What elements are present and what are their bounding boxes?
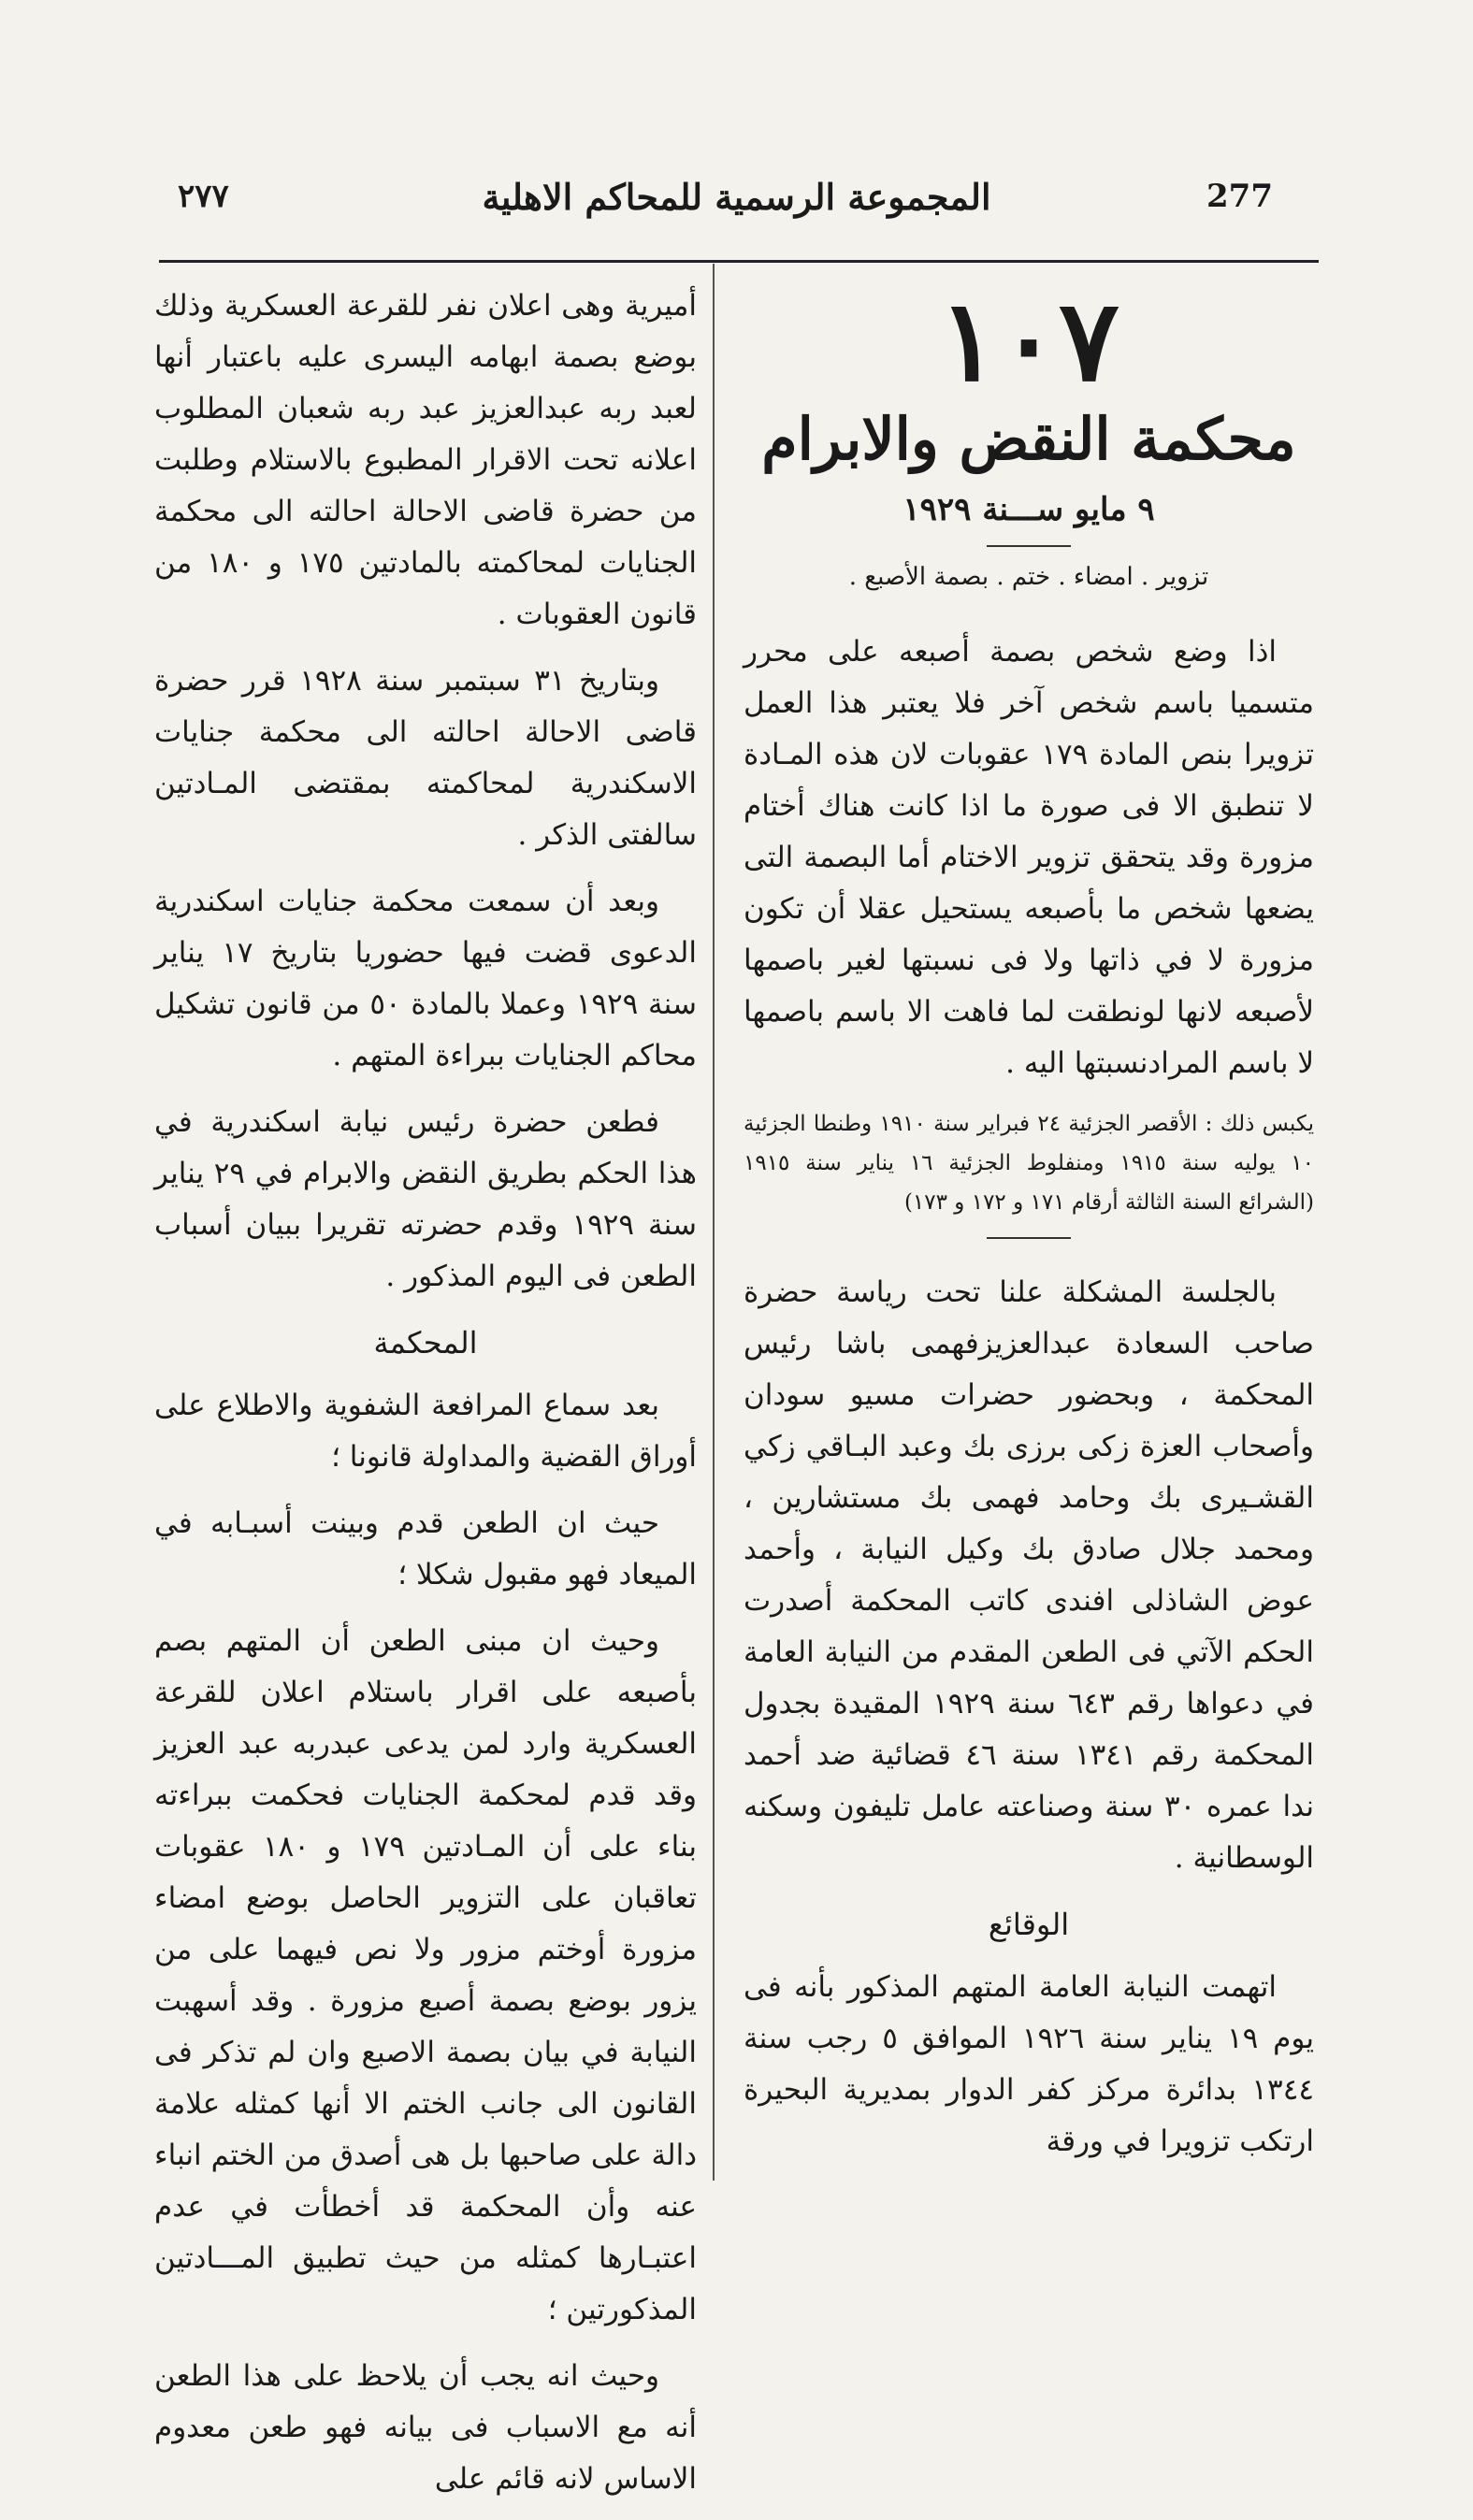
left-column — [154, 281, 697, 2520]
ruling-date: ٩ مايو ســـنة ١٩٢٩ — [903, 491, 1155, 528]
page-number-left: ٢٧٧ — [178, 178, 229, 215]
facts-heading: الوقائع — [988, 1907, 1070, 1942]
body-paragraph: حيث ان الطعن قدم وبينت أسبـابه في الميعاد فهو مقبول شكلا ؛ — [154, 1506, 697, 1591]
body-paragraph: فطعن حضرة رئيس نيابة اسكندرية في هذا الحكم بطريق النقض والابرام في ٢٩ يناير سنة ١٩٢٩ وقدم حضرته تقريرا ببيان أسباب الطعن فى اليوم المذكور . — [154, 1105, 697, 1293]
right-column — [744, 275, 1315, 2182]
running-header-title: المجموعة الرسمية للمحاكم الاهلية — [482, 176, 991, 218]
summary-paragraph: اذا وضع شخص بصمة أصبعه على محرر متسميا باسم شخص آخر فلا يعتبر هذا العمل تزويرا بنص المادة ١٧٩ عقوبات لان هذه المـادة لا تنطبق الا فى صورة ما اذا كانت هناك أختام مزورة وقد يتحقق تزوير الاختام أما البصمة التى يضعها شخص ما بأصبعه يستحيل عقلا أن تكون مزورة لا في ذاتها ولا فى نسبتها لغير باصمها لأصبعه لانها لونطقت لما فاهت الا باسم باصمها لا باسم المرادنسبتها اليه . — [744, 635, 1314, 1080]
court-name: محكمة النقض والابرام — [761, 405, 1296, 473]
divider — [987, 545, 1071, 547]
court-heading: المحكمة — [373, 1325, 478, 1361]
body-paragraph: بعد سماع المرافعة الشفوية والاطلاع على أوراق القضية والمداولة قانونا ؛ — [154, 1389, 697, 1474]
column-divider — [713, 264, 715, 2181]
body-paragraph: وبعد أن سمعت محكمة جنايات اسكندرية الدعوى قضت فيها حضوريا بتاريخ ١٧ يناير سنة ١٩٢٩ وعملا بالمادة ٥٠ من قانون تشكيل محاكم الجنايات ببراءة المتهم . — [154, 885, 698, 1073]
divider — [987, 1237, 1071, 1239]
body-paragraph: وحيث ان مبنى الطعن أن المتهم بصم بأصبعه على اقرار باستلام اعلان للقرعة العسكرية وارد لمن يدعى عبدربه عبد العزيز وقد قدم لمحكمة الجنايات فحكمت ببراءته بناء على أن المـادتين ١٧٩ و ١٨٠ عقوبات تعاقبان على التزوير الحاصل بوضع امضاء مزورة أوختم مزور ولا نص فيهما على من يزور بوضع بصمة أصبع مزورة . وقد أسهبت النيابة في بيان بصمة الاصبع وان لم تذكر فى القانون الى جانب الختم الا أنها كمثله علامة دالة على صاحبها بل هى أصدق من الختم انباء عنه وأن المحكمة قد أخطأت في عدم اعتبـارها كمثله من حيث تطبيق المـــادتين المذكورتين ؛ — [154, 1624, 697, 2326]
header-rule — [159, 260, 1319, 263]
body-paragraph: وبتاريخ ٣١ سبتمبر سنة ١٩٢٨ قرر حضرة قاضى الاحالة احالته الى محكمة جنايات الاسكندرية لمحاكمته بمقتضى المـادتين سالفتى الذكر . — [154, 664, 697, 852]
body-paragraph: أميرية وهى اعلان نفر للقرعة العسكرية وذلك بوضع بصمة ابهامه اليسرى عليه باعتبار أنها لعبد ربه عبدالعزيز عبد ربه شعبان المطلوب اعلانه تحت الاقرار المطبوع بالاستلام وطلبت من حضرة قاضى الاحالة احالته الى محكمة الجنايات لمحاكمته بالمادتين ١٧٥ و ١٨٠ من قانون العقوبات . — [154, 289, 697, 631]
case-number: ١٠٧ — [938, 275, 1119, 407]
reference-note: يكبس ذلك : الأقصر الجزئية ٢٤ فبراير سنة ١٩١٠ وطنطا الجزئية ١٠ يوليه سنة ١٩١٥ ومنفلوط الجزئية ١٦ يناير سنة ١٩١٥ (الشرائع السنة الثالثة أرقام ١٧١ و ١٧٢ و ١٧٣) — [744, 1112, 1315, 1215]
facts-paragraph: اتهمت النيابة العامة المتهم المذكور بأنه فى يوم ١٩ يناير سنة ١٩٢٦ الموافق ٥ رجب سنة ١٣٤٤ بدائرة مركز كفر الدوار بمديرية البحيرة ارتكب تزويرا في ورقة — [744, 1970, 1314, 2158]
body-paragraph: وحيث انه يجب أن يلاحظ على هذا الطعن أنه مع الاسباب فى بيانه فهو طعن معدوم الاساس لانه قائم على — [154, 2359, 697, 2496]
page-number-right: 277 — [1206, 178, 1273, 215]
session-paragraph: بالجلسة المشكلة علنا تحت رياسة حضرة صاحب السعادة عبدالعزيزفهمى باشا رئيس المحكمة ، وبحضور حضرات مسيو سودان وأصحاب العزة زكى برزى بك وعبد البـاقي زكي القشـيرى بك وحامد فهمى بك مستشارين ، ومحمد جلال صادق بك وكيل النيابة ، وأحمد عوض الشاذلى افندى كاتب المحكمة أصدرت الحكم الآتي فى الطعن المقدم من النيابة العامة في دعواها رقم ٦٤٣ سنة ١٩٢٩ المقيدة بجدول المحكمة رقم ١٣٤١ سنة ٤٦ قضائية ضد أحمد ندا عمره ٣٠ سنة وصناعته عامل تليفون وسكنه الوسطانية . — [744, 1275, 1314, 1875]
keywords: تزوير . امضاء . ختم . بصمة الأصبع . — [848, 563, 1209, 591]
